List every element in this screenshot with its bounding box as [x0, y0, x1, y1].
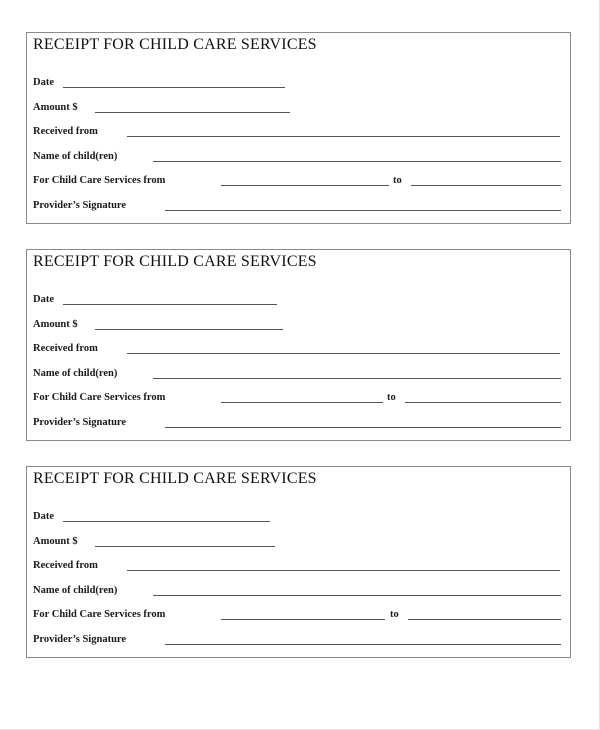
child-name-label: Name of child(ren) [33, 585, 118, 596]
amount-field[interactable] [95, 329, 283, 330]
child-name-row [33, 149, 568, 163]
date-field[interactable] [63, 87, 285, 88]
amount-label: Amount $ [33, 319, 78, 330]
services-from-label: For Child Care Services from [33, 392, 166, 403]
child-name-field[interactable] [153, 161, 561, 162]
date-row [33, 292, 568, 306]
services-from-field[interactable] [221, 185, 389, 186]
signature-row [33, 415, 568, 429]
received-from-field[interactable] [127, 570, 560, 571]
date-label: Date [33, 294, 54, 305]
received-from-label: Received from [33, 343, 98, 354]
date-row [33, 75, 568, 89]
receipt-card [26, 32, 571, 224]
to-label: to [390, 609, 399, 620]
amount-field[interactable] [95, 546, 275, 547]
amount-field[interactable] [95, 112, 290, 113]
received-from-row [33, 124, 568, 138]
signature-label: Provider’s Signature [33, 634, 127, 645]
receipt-title: RECEIPT FOR CHILD CARE SERVICES [33, 470, 317, 487]
receipt-title: RECEIPT FOR CHILD CARE SERVICES [33, 36, 317, 53]
signature-field[interactable] [165, 210, 561, 211]
date-label: Date [33, 511, 54, 522]
child-name-field[interactable] [153, 595, 561, 596]
services-to-field[interactable] [408, 619, 561, 620]
signature-field[interactable] [165, 427, 561, 428]
received-from-label: Received from [33, 560, 98, 571]
amount-row [33, 534, 568, 548]
receipt-title: RECEIPT FOR CHILD CARE SERVICES [33, 253, 317, 270]
services-from-label: For Child Care Services from [33, 609, 166, 620]
child-name-label: Name of child(ren) [33, 151, 118, 162]
receipt-card [26, 249, 571, 441]
receipt-card [26, 466, 571, 658]
signature-label: Provider’s Signature [33, 417, 127, 428]
signature-label: Provider’s Signature [33, 200, 127, 211]
signature-row [33, 632, 568, 646]
services-to-field[interactable] [411, 185, 561, 186]
to-label: to [393, 175, 402, 186]
received-from-field[interactable] [127, 353, 560, 354]
child-name-row [33, 583, 568, 597]
services-to-field[interactable] [405, 402, 561, 403]
service-dates-row [33, 390, 568, 404]
received-from-row [33, 558, 568, 572]
child-name-field[interactable] [153, 378, 561, 379]
services-from-label: For Child Care Services from [33, 175, 166, 186]
signature-field[interactable] [165, 644, 561, 645]
amount-label: Amount $ [33, 536, 78, 547]
received-from-row [33, 341, 568, 355]
child-name-label: Name of child(ren) [33, 368, 118, 379]
signature-row [33, 198, 568, 212]
amount-row [33, 100, 568, 114]
received-from-label: Received from [33, 126, 98, 137]
date-row [33, 509, 568, 523]
to-label: to [387, 392, 396, 403]
date-field[interactable] [63, 521, 270, 522]
received-from-field[interactable] [127, 136, 560, 137]
service-dates-row [33, 173, 568, 187]
child-name-row [33, 366, 568, 380]
date-label: Date [33, 77, 54, 88]
service-dates-row [33, 607, 568, 621]
services-from-field[interactable] [221, 402, 383, 403]
amount-row [33, 317, 568, 331]
services-from-field[interactable] [221, 619, 385, 620]
date-field[interactable] [63, 304, 277, 305]
amount-label: Amount $ [33, 102, 78, 113]
